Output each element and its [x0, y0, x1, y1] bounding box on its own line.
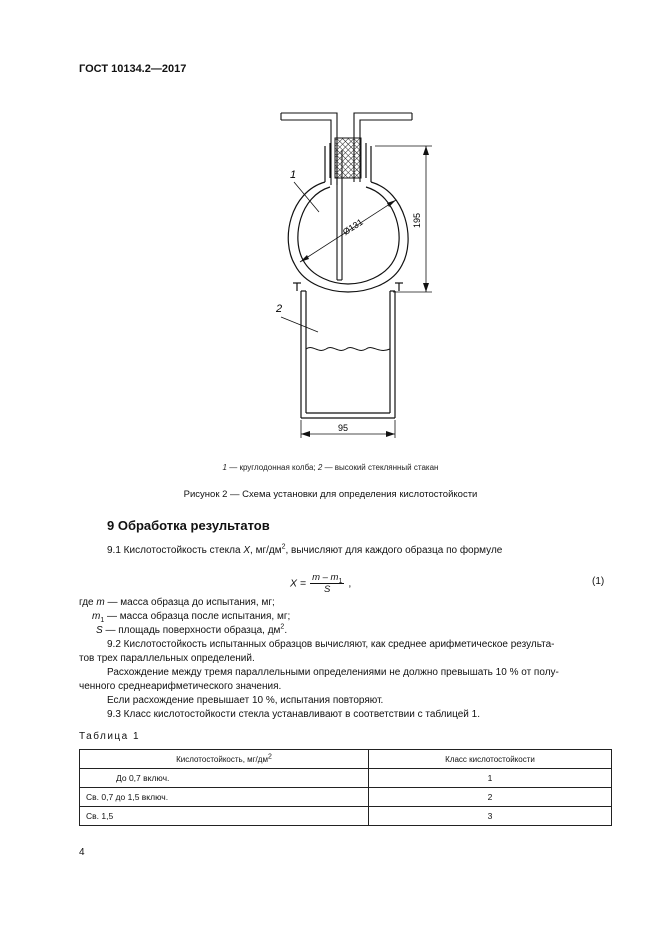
p91-pre: 9.1 Кислотостойкость стекла — [107, 545, 244, 556]
where-line-3: S — площадь поверхности образца, $дм^2$. — [96, 623, 288, 636]
section-title: 9 Обработка результатов — [107, 518, 270, 533]
height-dimension — [375, 146, 432, 292]
legend-num-2: 2 — [317, 463, 323, 472]
liquid-surface — [306, 348, 390, 351]
document-header: ГОСТ 10134.2—2017 — [79, 63, 187, 75]
formula-fraction — [310, 572, 344, 595]
equation-number: (1) — [592, 576, 605, 587]
formula-lhs: X = — [290, 577, 307, 590]
table-header-row — [80, 750, 612, 769]
table-cell-range: Св. 1,5 — [80, 807, 369, 826]
paragraph-9-2-line-1: 9.2 Кислотостойкость испытанных образцов вычисляют, как среднее арифметическое результа- — [107, 639, 555, 650]
p91-mid: , мг/дм — [250, 545, 282, 556]
table-header-col2: Класс кислотостойкости — [369, 750, 612, 769]
table-row — [80, 788, 612, 807]
formula-tail: , — [348, 577, 352, 590]
table-cell-class: 2 — [369, 788, 612, 807]
beaker-label: 2 — [276, 303, 283, 315]
table-1 — [79, 749, 612, 826]
paragraph-diff-line-2: ченного среднеарифметического значения. — [79, 681, 282, 692]
table-header-col1: Кислотостойкость, $мг/дм^2$ — [80, 750, 369, 769]
diameter-label: Ø131 — [340, 216, 365, 238]
table-cell-range: Св. 0,7 до 1,5 включ. — [80, 788, 369, 807]
formula-numerator: m – $m_1$ — [312, 572, 343, 585]
formula — [290, 572, 351, 595]
legend-num-1: 1 — [222, 463, 227, 472]
paragraph-9-1 — [107, 544, 502, 558]
p91-post: , вычисляют для каждого образца по формуле — [285, 545, 503, 556]
table-row — [80, 807, 612, 826]
table-row — [80, 769, 612, 788]
where-line-2: $m_1$ — масса образца после испытания, мг; — [92, 611, 291, 624]
flask-body — [288, 182, 408, 292]
where-line-1: где m — масса образца до испытания, мг; — [79, 597, 275, 608]
formula-denominator: S — [324, 584, 331, 595]
paragraph-diff-line-1: Расхождение между тремя параллельными определениями не должно превышать 10 % от полу- — [107, 667, 559, 678]
p91-sup: 2 — [281, 543, 286, 551]
table-cell-class: 1 — [369, 769, 612, 788]
apparatus-figure — [0, 0, 661, 460]
paragraph-9-3: 9.3 Класс кислотостойкости стекла устанавливают в соответствии с таблицей 1. — [107, 709, 480, 720]
p91-var: X — [243, 545, 251, 556]
table-label: Таблица 1 — [79, 731, 141, 742]
legend-text-1: — круглодонная колба; — [229, 463, 316, 472]
figure-caption: Рисунок 2 — Схема установки для определения кислотостойкости — [183, 489, 478, 500]
table-cell-range: До 0,7 включ. — [80, 769, 369, 788]
table-cell-class: 3 — [369, 807, 612, 826]
flask-label: 1 — [290, 169, 297, 181]
figure-legend — [0, 463, 661, 472]
paragraph-repeat: Если расхождение превышает 10 %, испытания повторяют. — [107, 695, 384, 706]
height-label: 195 — [412, 212, 422, 228]
paragraph-9-2-line-2: тов трех параллельных определений. — [79, 653, 255, 664]
page-number: 4 — [79, 847, 85, 858]
legend-text-2: — высокий стеклянный стакан — [324, 463, 439, 472]
width-label: 95 — [338, 423, 349, 433]
